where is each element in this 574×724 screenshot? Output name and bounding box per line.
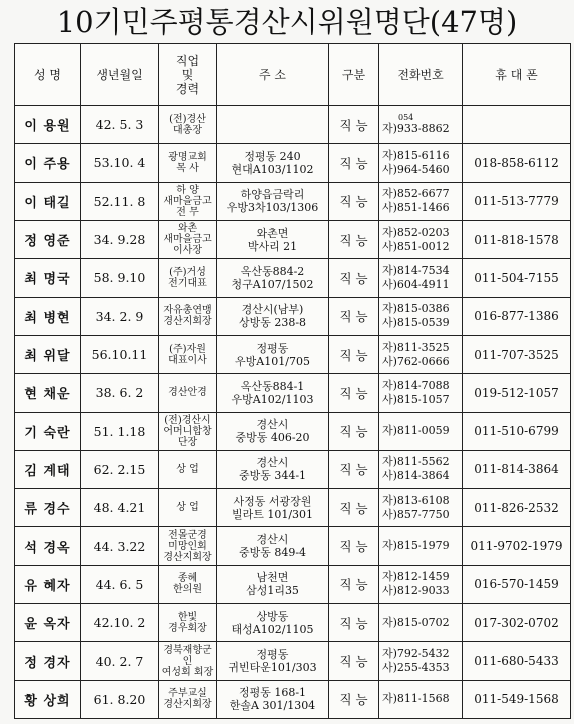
address-line: 정평동 <box>256 341 289 355</box>
header-row <box>15 44 571 106</box>
phone-line: 자)811-0059 <box>382 424 450 438</box>
career-line: 주부교실 <box>168 688 207 700</box>
member-name: 최 명국 <box>15 259 81 297</box>
mobile: 011-510-6799 <box>463 412 571 450</box>
career-line: 와촌 <box>177 223 198 235</box>
phone <box>379 527 463 565</box>
address-line: 중방동 849-4 <box>238 546 307 560</box>
phone-line: 사)604-4911 <box>382 277 450 291</box>
phone-line: 사)812-9033 <box>382 584 450 598</box>
career <box>159 374 217 412</box>
birth-date: 34. 9.28 <box>81 220 159 258</box>
birth-date: 44. 6. 5 <box>81 565 159 603</box>
phone-line: 자)852-6677 <box>382 187 450 201</box>
category: 직 능 <box>329 412 379 450</box>
phone-line: 사)964-5460 <box>382 162 450 176</box>
address-line: 우방A102/1103 <box>231 392 314 406</box>
birth-date: 40. 2. 7 <box>81 642 159 680</box>
member-name: 최 위달 <box>15 335 81 373</box>
address-line: 정평동 <box>256 648 289 662</box>
mobile: 011-9702-1979 <box>463 527 571 565</box>
phone-line: 자)815-1979 <box>382 539 450 553</box>
col-dob: 생년월일 <box>81 44 159 106</box>
mobile: 011-513-7779 <box>463 182 571 220</box>
career <box>159 680 217 718</box>
table-row <box>15 144 571 182</box>
address-line: 중방동 406-20 <box>235 431 310 445</box>
phone-line: 자)792-5432 <box>382 647 450 661</box>
career-line: 경우회장 <box>168 622 207 634</box>
category: 직 능 <box>329 220 379 258</box>
category: 직 능 <box>329 450 379 488</box>
birth-date: 58. 9.10 <box>81 259 159 297</box>
career-line: 여성회 회장 <box>161 666 214 678</box>
career-line: 경산지회장 <box>163 316 212 328</box>
address <box>217 565 329 603</box>
member-name: 이 주용 <box>15 144 81 182</box>
address <box>217 259 329 297</box>
career <box>159 106 217 144</box>
phone-line: 자)814-7534 <box>382 263 450 277</box>
phone <box>379 565 463 603</box>
career-line: 광명교회 <box>168 151 207 163</box>
career-line: 자유총연맹 <box>163 305 212 317</box>
table-row <box>15 489 571 527</box>
category: 직 능 <box>329 182 379 220</box>
career <box>159 642 217 680</box>
table-row <box>15 642 571 680</box>
mobile: 011-818-1578 <box>463 220 571 258</box>
career-line: (주)거성 <box>169 266 206 278</box>
career-line: 이사장 <box>173 245 202 257</box>
birth-date: 62. 2.15 <box>81 450 159 488</box>
career-line: (전)경산 <box>169 113 206 125</box>
col-name: 성 명 <box>15 44 81 106</box>
career-line: 전몰군경 <box>168 529 207 541</box>
col-career <box>159 44 217 106</box>
mobile: 019-512-1057 <box>463 374 571 412</box>
mobile: 011-707-3525 <box>463 335 571 373</box>
birth-date: 52.11. 8 <box>81 182 159 220</box>
table-row <box>15 220 571 258</box>
career <box>159 604 217 642</box>
table-row <box>15 106 571 144</box>
phone <box>379 680 463 718</box>
address <box>217 374 329 412</box>
address <box>217 335 329 373</box>
phone-line: 자)933-8862 <box>382 121 450 135</box>
career-line: 대총장 <box>173 124 202 136</box>
address-line: 옥산동884-1 <box>240 379 305 393</box>
col-career-line: 경력 <box>175 81 200 96</box>
table-row <box>15 680 571 718</box>
career-line: 전기대표 <box>168 277 207 289</box>
phone <box>379 297 463 335</box>
col-career-line: 직업 <box>175 53 200 68</box>
career-line: 상 업 <box>176 463 199 475</box>
category: 직 능 <box>329 489 379 527</box>
member-name: 이 태길 <box>15 182 81 220</box>
address-line: 사정동 서광장원 <box>233 494 312 508</box>
phone-line: 자)814-7088 <box>382 378 450 392</box>
address-line: 청구A107/1502 <box>231 277 314 291</box>
phone-line: 자)811-5562 <box>382 455 450 469</box>
career <box>159 220 217 258</box>
phone-line: 자)815-0702 <box>382 615 450 629</box>
table-row <box>15 604 571 642</box>
phone <box>379 182 463 220</box>
career-line: 한빛 <box>177 611 198 623</box>
mobile <box>463 106 571 144</box>
col-mobile: 휴 대 폰 <box>463 44 571 106</box>
career <box>159 297 217 335</box>
mobile: 011-504-7155 <box>463 259 571 297</box>
category: 직 능 <box>329 680 379 718</box>
address-line: 정평동 168-1 <box>238 686 307 700</box>
member-name: 황 상희 <box>15 680 81 718</box>
address <box>217 642 329 680</box>
career-line: 경산지회장 <box>163 699 212 711</box>
address <box>217 297 329 335</box>
career-line: 미망인회 <box>168 540 207 552</box>
mobile: 016-570-1459 <box>463 565 571 603</box>
member-name: 기 숙란 <box>15 412 81 450</box>
member-name: 정 영준 <box>15 220 81 258</box>
birth-date: 34. 2. 9 <box>81 297 159 335</box>
phone-line: 자)811-3525 <box>382 340 450 354</box>
address-line: 옥산동884-2 <box>240 264 305 278</box>
career <box>159 527 217 565</box>
career-line: 경산지회장 <box>163 551 212 563</box>
category: 직 능 <box>329 144 379 182</box>
birth-date: 42.10. 2 <box>81 604 159 642</box>
phone <box>379 489 463 527</box>
career <box>159 412 217 450</box>
address-line: 남천면 <box>256 571 289 585</box>
category: 직 능 <box>329 604 379 642</box>
phone <box>379 144 463 182</box>
member-name: 이 용원 <box>15 106 81 144</box>
address-line: 경산시(남부) <box>241 303 304 317</box>
career <box>159 259 217 297</box>
career-line: 어머니합창 <box>163 425 212 437</box>
category: 직 능 <box>329 565 379 603</box>
member-table <box>14 43 571 719</box>
phone-line: 자)812-1459 <box>382 570 450 584</box>
category: 직 능 <box>329 335 379 373</box>
phone-line: 자)852-0203 <box>382 225 450 239</box>
birth-date: 53.10. 4 <box>81 144 159 182</box>
birth-date: 61. 8.20 <box>81 680 159 718</box>
address-line: 태성A102/1105 <box>231 622 314 636</box>
page-title: 10기민주평통경산시위원명단(47명) <box>56 5 518 39</box>
table-row <box>15 259 571 297</box>
birth-date: 48. 4.21 <box>81 489 159 527</box>
address <box>217 106 329 144</box>
career-line: 새마을금고 <box>163 195 212 207</box>
career <box>159 144 217 182</box>
career-line: 단장 <box>177 436 198 448</box>
career <box>159 450 217 488</box>
mobile: 011-549-1568 <box>463 680 571 718</box>
address-line: 경산시 <box>256 456 289 470</box>
career <box>159 182 217 220</box>
member-name: 유 혜자 <box>15 565 81 603</box>
address-line: 상방동 <box>256 609 289 623</box>
career-line: 한의원 <box>173 584 202 596</box>
phone <box>379 335 463 373</box>
member-name: 류 경수 <box>15 489 81 527</box>
career-line: 대표이사 <box>168 354 207 366</box>
address-line: 상방동 238-8 <box>238 316 307 330</box>
address <box>217 450 329 488</box>
address <box>217 144 329 182</box>
phone-line: 사)815-0539 <box>382 316 450 330</box>
col-category: 구분 <box>329 44 379 106</box>
address-line: 와촌면 <box>256 226 289 240</box>
address-line: 귀빈타운101/303 <box>228 661 317 675</box>
phone-line: 사)851-0012 <box>382 239 450 253</box>
phone-line: 자)813-6108 <box>382 493 450 507</box>
career-line: (주)자원 <box>169 343 206 355</box>
table-row <box>15 182 571 220</box>
address-line: 우방3차103/1306 <box>226 201 319 215</box>
phone-line: 사)815-1057 <box>382 392 450 406</box>
table-row <box>15 297 571 335</box>
member-name: 윤 옥자 <box>15 604 81 642</box>
category: 직 능 <box>329 374 379 412</box>
phone <box>379 604 463 642</box>
address-line: 삼성1리35 <box>246 584 299 598</box>
member-name: 정 경자 <box>15 642 81 680</box>
career-line: 하 양 <box>176 184 199 196</box>
birth-date: 44. 3.22 <box>81 527 159 565</box>
phone-line: 사)814-3864 <box>382 469 450 483</box>
col-address: 주 소 <box>217 44 329 106</box>
address-line: 박사리 21 <box>247 239 298 253</box>
career-line: (전)경산시 <box>164 414 211 426</box>
career-line: 새마을금고 <box>163 234 212 246</box>
member-name: 현 채운 <box>15 374 81 412</box>
address-line: 한솔A 301/1304 <box>229 699 316 713</box>
career-line: 목 사 <box>176 162 199 174</box>
phone-line: 사)762-0666 <box>382 354 450 368</box>
address <box>217 604 329 642</box>
address-line: 하양읍금락리 <box>240 188 305 202</box>
member-name: 최 병현 <box>15 297 81 335</box>
address <box>217 680 329 718</box>
mobile: 011-814-3864 <box>463 450 571 488</box>
mobile: 011-680-5433 <box>463 642 571 680</box>
career-line: 종혜 <box>177 573 198 585</box>
col-phone: 전화번호 <box>379 44 463 106</box>
phone <box>379 450 463 488</box>
address-line: 중방동 344-1 <box>238 469 307 483</box>
mobile: 016-877-1386 <box>463 297 571 335</box>
birth-date: 51. 1.18 <box>81 412 159 450</box>
area-code-note: 054 <box>398 112 414 122</box>
mobile: 018-858-6112 <box>463 144 571 182</box>
phone-line: 자)815-0386 <box>382 302 450 316</box>
category: 직 능 <box>329 642 379 680</box>
career-line: 경북재향군인 <box>163 644 212 667</box>
phone <box>379 374 463 412</box>
address <box>217 220 329 258</box>
mobile: 011-826-2532 <box>463 489 571 527</box>
birth-date: 38. 6. 2 <box>81 374 159 412</box>
category: 직 능 <box>329 527 379 565</box>
table-row <box>15 450 571 488</box>
category: 직 능 <box>329 106 379 144</box>
phone <box>379 642 463 680</box>
category: 직 능 <box>329 297 379 335</box>
career <box>159 489 217 527</box>
table-row <box>15 412 571 450</box>
phone-line: 사)857-7750 <box>382 507 450 521</box>
address <box>217 527 329 565</box>
birth-date: 56.10.11 <box>81 335 159 373</box>
phone-line: 자)811-1568 <box>382 692 450 706</box>
phone-line: 자)815-6116 <box>382 148 450 162</box>
career-line: 상 업 <box>176 502 199 514</box>
phone <box>379 220 463 258</box>
address-line: 현대A103/1102 <box>231 162 314 176</box>
table-row <box>15 335 571 373</box>
category: 직 능 <box>329 259 379 297</box>
member-name: 김 계태 <box>15 450 81 488</box>
col-career-line: 및 <box>181 67 194 82</box>
career <box>159 565 217 603</box>
address-line: 경산시 <box>256 418 289 432</box>
table-row <box>15 565 571 603</box>
mobile: 017-302-0702 <box>463 604 571 642</box>
address-line: 정평동 240 <box>244 149 301 163</box>
phone <box>379 412 463 450</box>
phone <box>379 259 463 297</box>
phone-line: 사)255-4353 <box>382 661 450 675</box>
address-line: 경산시 <box>256 533 289 547</box>
career-line: 경산안경 <box>168 387 207 399</box>
phone-line: 사)851-1466 <box>382 201 450 215</box>
address <box>217 412 329 450</box>
birth-date: 42. 5. 3 <box>81 106 159 144</box>
address-line: 우방A101/705 <box>235 354 310 368</box>
member-name: 석 경옥 <box>15 527 81 565</box>
table-row <box>15 527 571 565</box>
table-row <box>15 374 571 412</box>
address <box>217 182 329 220</box>
career-line: 전 무 <box>176 206 199 218</box>
phone <box>379 106 463 144</box>
address <box>217 489 329 527</box>
address-line: 빌라트 101/301 <box>231 507 314 521</box>
career <box>159 335 217 373</box>
